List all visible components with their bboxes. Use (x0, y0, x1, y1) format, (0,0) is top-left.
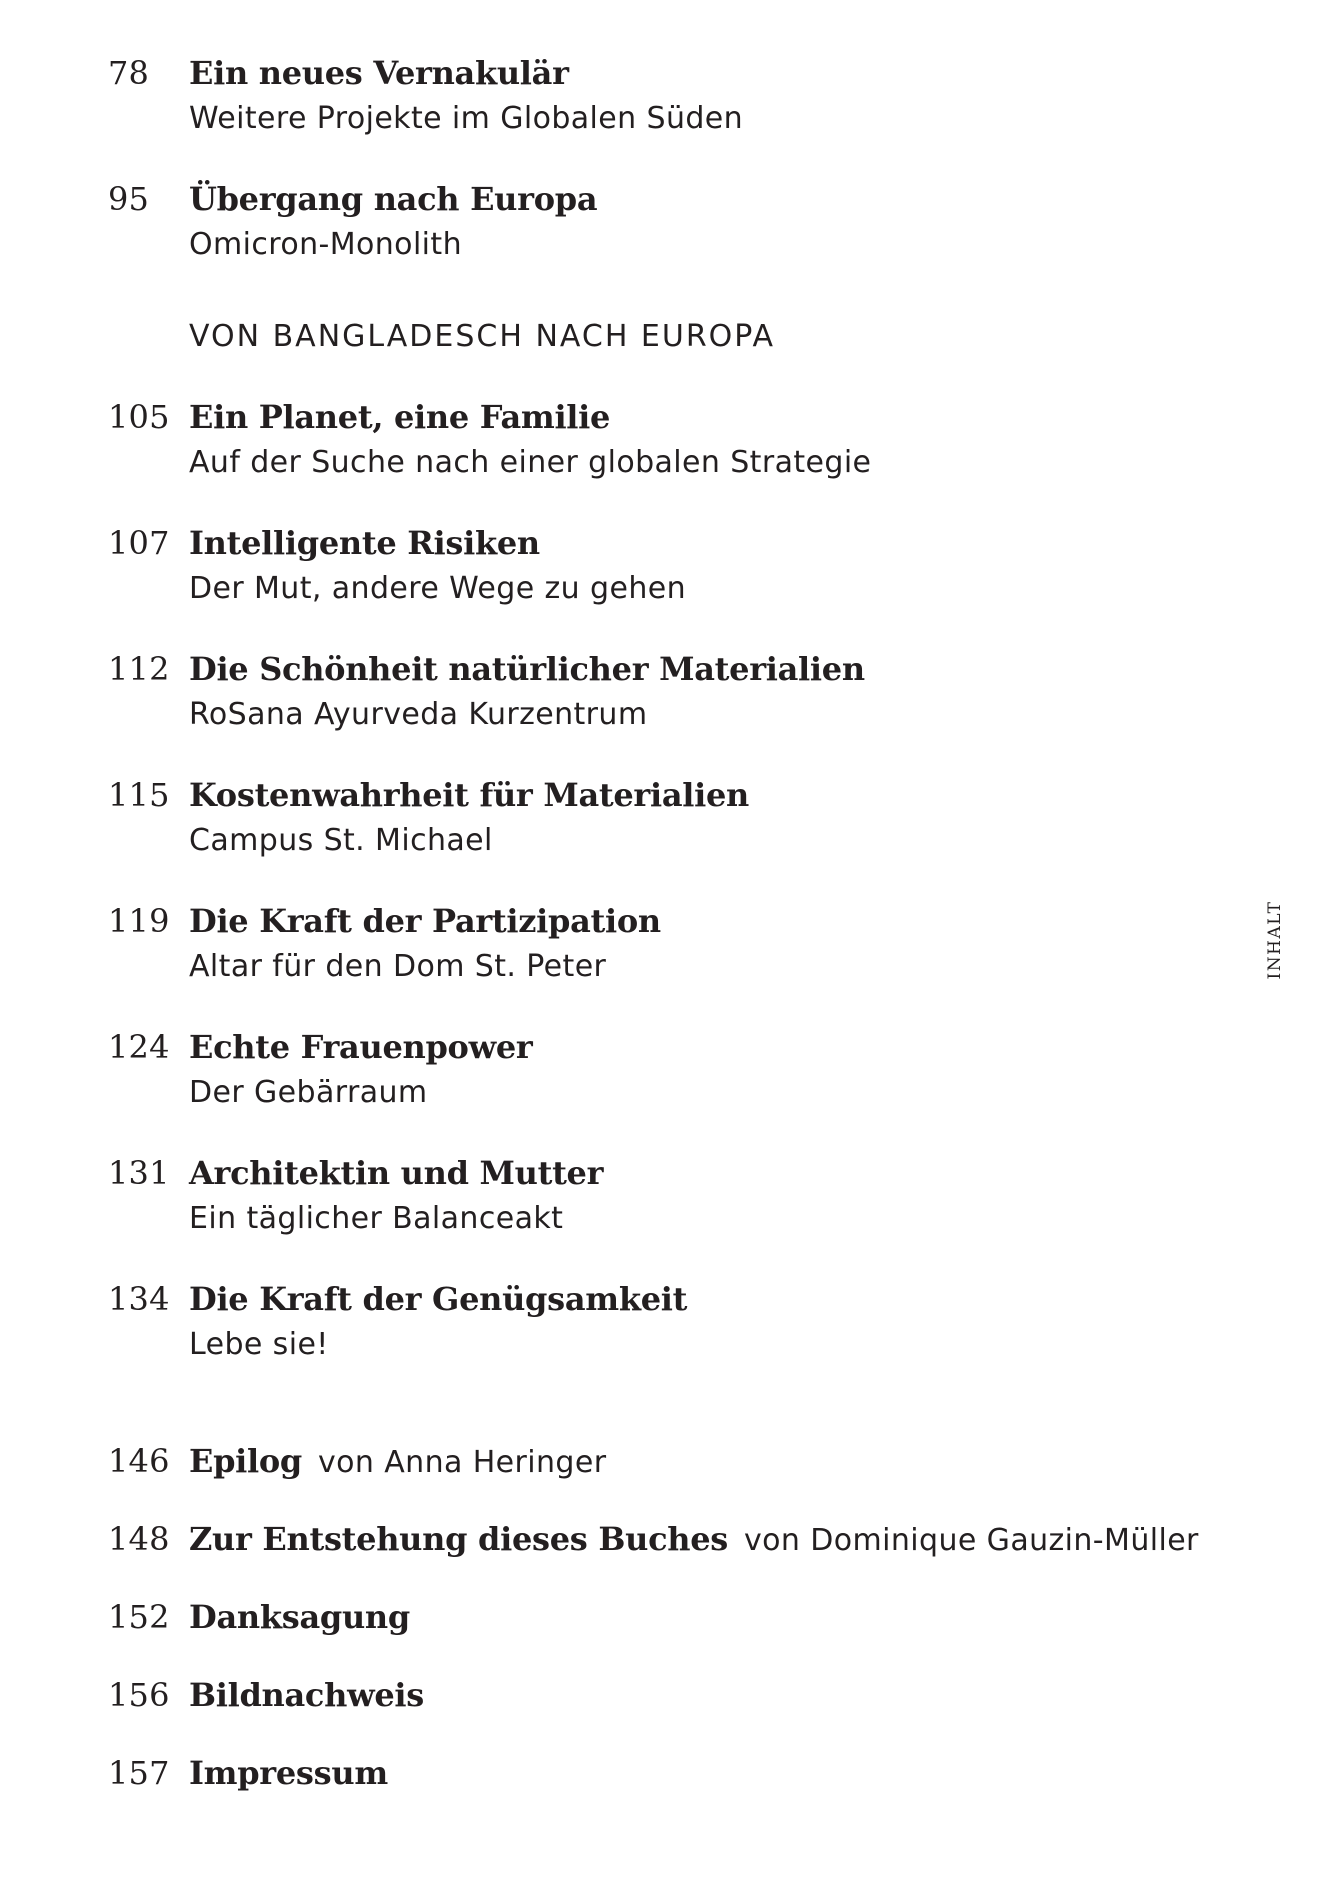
entry-subtitle: Weitere Projekte im Globalen Süden (189, 101, 744, 136)
entry-subtitle: Ein täglicher Balanceakt (189, 1201, 564, 1236)
toc-entry[interactable] (108, 50, 1228, 142)
page-number: 107 (108, 524, 170, 562)
entry-title: Zur Entstehung dieses Buches (189, 1520, 728, 1558)
page-number: 134 (108, 1280, 170, 1318)
table-of-contents (108, 50, 1228, 1796)
entry-title: Ein Planet, eine Familie (189, 398, 611, 436)
toc-entry[interactable] (108, 1750, 1228, 1796)
entry-subtitle: Lebe sie! (189, 1327, 329, 1362)
toc-entry[interactable] (108, 394, 1228, 486)
toc-entry[interactable] (108, 1150, 1228, 1242)
entry-title: Kostenwahrheit für Materialien (189, 776, 750, 814)
toc-entry[interactable] (108, 1024, 1228, 1116)
page-number: 95 (108, 180, 150, 218)
entry-title: Übergang nach Europa (189, 180, 598, 218)
entry-subtitle: Der Mut, andere Wege zu gehen (189, 571, 687, 606)
toc-entry[interactable] (108, 1672, 1228, 1718)
toc-entry[interactable] (108, 1516, 1228, 1562)
page-number: 156 (108, 1676, 170, 1714)
page-number: 146 (108, 1442, 170, 1480)
page-number: 78 (108, 54, 150, 92)
entry-title: Die Kraft der Genügsamkeit (189, 1280, 688, 1318)
toc-entry[interactable] (108, 176, 1228, 268)
entry-subtitle: RoSana Ayurveda Kurzentrum (189, 697, 648, 732)
toc-entry[interactable] (108, 772, 1228, 864)
toc-entry[interactable] (108, 520, 1228, 612)
entry-author: von Dominique Gauzin-Müller (744, 1523, 1199, 1558)
entry-title: Intelligente Risiken (189, 524, 540, 562)
toc-entry[interactable] (108, 646, 1228, 738)
entry-subtitle: Auf der Suche nach einer globalen Strategie (189, 445, 872, 480)
entry-title: Impressum (189, 1754, 388, 1792)
entry-title: Echte Frauenpower (189, 1028, 533, 1066)
entry-title: Epilog (189, 1442, 302, 1480)
entry-title: Danksagung (189, 1598, 410, 1636)
entry-title: Bildnachweis (189, 1676, 424, 1714)
entry-subtitle: Campus St. Michael (189, 823, 493, 858)
entry-title: Architektin und Mutter (189, 1154, 604, 1192)
page-number: 124 (108, 1028, 170, 1066)
page-number: 119 (108, 902, 170, 940)
toc-entry[interactable] (108, 1438, 1228, 1484)
toc-entry[interactable] (108, 1594, 1228, 1640)
section-heading: VON BANGLADESCH NACH EUROPA (189, 319, 775, 354)
entry-subtitle: Omicron-Monolith (189, 227, 462, 262)
entry-title: Ein neues Vernakulär (189, 54, 569, 92)
entry-author: von Anna Heringer (318, 1445, 607, 1480)
toc-entry[interactable] (108, 1276, 1228, 1368)
page-number: 152 (108, 1598, 170, 1636)
entry-subtitle: Der Gebärraum (189, 1075, 428, 1110)
entry-title: Die Schönheit natürlicher Materialien (189, 650, 865, 688)
page-number: 105 (108, 398, 170, 436)
page-number: 157 (108, 1754, 170, 1792)
entry-subtitle: Altar für den Dom St. Peter (189, 949, 607, 984)
page-number: 148 (108, 1520, 170, 1558)
toc-entry[interactable] (108, 898, 1228, 990)
page-number: 115 (108, 776, 170, 814)
section-side-label: INHALT (1265, 900, 1285, 980)
page-number: 112 (108, 650, 170, 688)
entry-title: Die Kraft der Partizipation (189, 902, 661, 940)
page-number: 131 (108, 1154, 170, 1192)
